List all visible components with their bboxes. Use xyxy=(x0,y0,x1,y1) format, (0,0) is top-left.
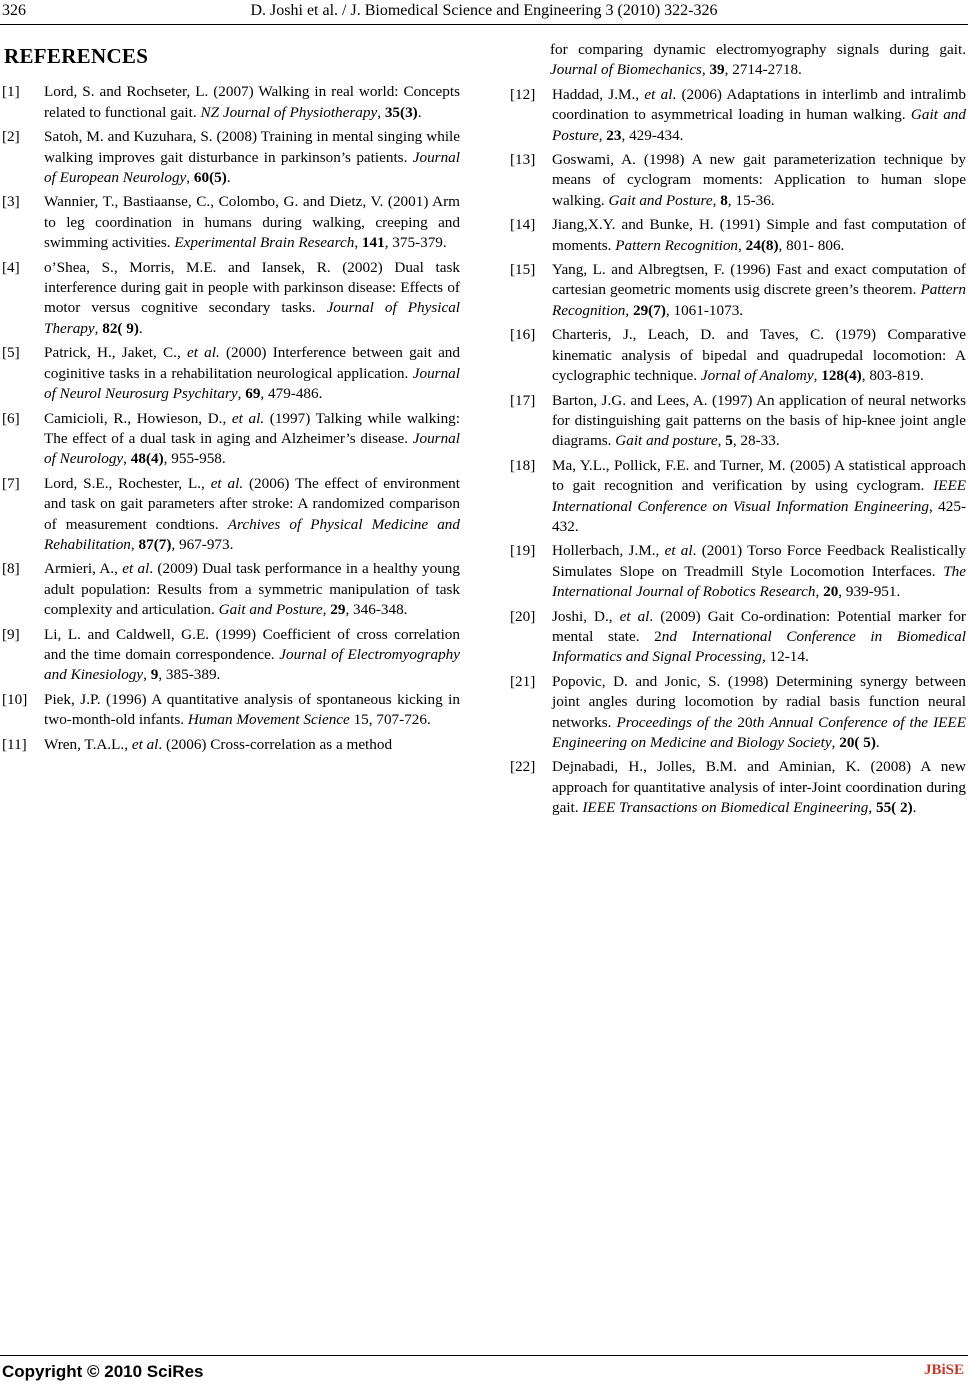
ref-number: [12] xyxy=(510,85,536,103)
ref-comma: , xyxy=(143,666,151,684)
ref-number: [13] xyxy=(510,151,536,169)
ref-pages: . xyxy=(226,169,231,187)
ref-volume: 87(7) xyxy=(138,535,172,553)
ref-comma: , xyxy=(831,734,840,751)
ref-comma: , xyxy=(237,385,246,403)
ref-et-al: et al xyxy=(664,542,693,560)
page-header xyxy=(0,0,968,32)
ref-journal: Pattern Recognition xyxy=(615,236,739,254)
ref-comma: , xyxy=(94,319,103,337)
ref-comma: , xyxy=(712,191,721,209)
ref-number: [20] xyxy=(510,607,536,625)
ref-number: [19] xyxy=(510,542,536,560)
ref-pages: , 15-36. xyxy=(727,191,775,209)
reference-item xyxy=(2,343,460,404)
ref-volume: 48(4) xyxy=(130,450,164,468)
ref-comma: , xyxy=(868,799,876,817)
ref-journal: Journal of Electromyography and Kinesiology xyxy=(44,645,461,684)
ref-title: . (2001) Torso Force Feedback Realistically Simulates Slope on Treadmill Style Locomotion Interfaces. xyxy=(552,542,966,580)
ref-journal: Pattern Recognition xyxy=(552,281,966,319)
left-column xyxy=(2,40,460,759)
ref-authors: Ma, Y.L., Pollick, F.E. and Turner, M. (2005) A statistical approach to gait recognition and verification by using cyclogram. xyxy=(552,456,966,495)
ref-pages: . xyxy=(875,734,880,751)
ref-number: [14] xyxy=(510,216,536,234)
ref-journal: Journal of European Neurology xyxy=(44,148,460,187)
ref-text: 20 xyxy=(732,713,753,731)
ref-authors: Haddad, J.M., xyxy=(552,85,645,103)
reference-item xyxy=(2,559,460,620)
ref-number: [17] xyxy=(510,391,536,409)
ref-et-al: et al. xyxy=(231,409,265,427)
ref-number: [8] xyxy=(2,560,20,578)
ref-number: [6] xyxy=(2,409,20,427)
ref-authors: Barton, J.G. and Lees, A. (1997) An application of neural networks for distinguishing gait patterns on the basis of hip-knee joint angle diagrams. xyxy=(552,391,966,450)
ref-comma: , xyxy=(377,103,385,121)
ref-number: [5] xyxy=(2,344,20,362)
ref-number: [9] xyxy=(2,625,20,643)
ref-pages: , 375-379. xyxy=(384,234,447,252)
reference-item xyxy=(510,456,966,538)
reference-item xyxy=(510,150,966,211)
ref-authors: Joshi, D., xyxy=(552,607,620,625)
ref-volume: 35(3) xyxy=(384,103,418,121)
ref-volume: 29(7) xyxy=(632,301,666,319)
ref-pages: 15, 707-726. xyxy=(349,711,431,729)
reference-item xyxy=(510,260,966,321)
ref-journal: Gait and posture xyxy=(615,432,718,450)
ref-et-al: et al xyxy=(619,607,650,625)
reference-item xyxy=(510,391,966,452)
ref-pages: , 967-973. xyxy=(171,535,234,553)
ref-authors: Piek, J.P. (1996) A quantitative analysis of spontaneous kicking in two-month-old infants. xyxy=(44,690,460,729)
ref-title: . (2006) Cross-correlation as a method xyxy=(158,735,393,753)
copyright-notice: Copyright © 2010 SciRes xyxy=(2,1362,204,1381)
ref-number: [11] xyxy=(2,735,27,753)
reference-list-right xyxy=(510,85,966,819)
ref-authors: Hollerbach, J.M., xyxy=(552,542,665,560)
ref-authors: Patrick, H., Jaket, C., xyxy=(44,344,187,362)
ref-pages: , 801- 806. xyxy=(778,236,845,254)
ref-title: . (2006) Adaptations in interlimb and intralimb coordination to asymmetrical loading in human walking. xyxy=(552,85,966,124)
ref-authors: Goswami, A. (1998) A new gait parameterization technique by means of cyclogram moments: Application to human slope walking. xyxy=(552,151,966,209)
ref-journal: nd International Conference in Biomedical Informatics and Signal Processing xyxy=(552,627,966,666)
ref-journal: Gait and Posture xyxy=(552,106,966,144)
ref-title: (1997) Talking while walking: The effect of a dual task in aging and Alzheimer’s disease. xyxy=(44,409,460,447)
reference-item xyxy=(2,409,460,470)
ref-number: [1] xyxy=(2,83,20,101)
ref-journal: NZ Journal of Physiotherapy xyxy=(200,103,378,121)
ref-number: [21] xyxy=(510,672,536,690)
ref-volume: 69 xyxy=(245,385,261,403)
ref-journal: Journal of Physical Therapy xyxy=(44,299,461,337)
ref-pages: , 1061-1073. xyxy=(665,301,744,319)
reference-item xyxy=(2,192,460,253)
ref-journal: Journal of Neurol Neurosurg Psychitary xyxy=(44,364,460,403)
ref-authors: for comparing dynamic electromyography signals during gait. xyxy=(550,41,966,58)
ref-authors: Jiang,X.Y. and Bunke, H. (1991) Simple and fast computation of moments. xyxy=(552,216,966,254)
header-rule xyxy=(0,24,968,25)
page-number: 326 xyxy=(2,2,26,19)
section-title: REFERENCES xyxy=(4,44,149,68)
ref-comma: , xyxy=(322,601,331,619)
reference-item xyxy=(2,127,460,188)
ref-pages: , 479-486. xyxy=(260,385,323,403)
ref-journal: IEEE Transactions on Biomedical Engineering xyxy=(582,799,869,817)
ref-volume: 5 xyxy=(725,432,733,450)
ref-number: [10] xyxy=(2,690,28,708)
ref-pages: . xyxy=(417,103,422,121)
ref-et-al: et al xyxy=(644,85,673,103)
reference-item xyxy=(2,690,460,731)
reference-list-left xyxy=(2,82,460,755)
right-column xyxy=(510,40,966,823)
ref-authors: Lord, S.E., Rochester, L., xyxy=(44,474,211,492)
reference-item xyxy=(2,735,460,755)
ref-authors: Armieri, A., xyxy=(44,560,123,578)
ref-journal: Journal of Neurology xyxy=(44,429,460,468)
ref-et-al: et al. xyxy=(186,344,220,362)
ref-journal: Proceedings of the xyxy=(616,713,733,731)
ref-volume: 8 xyxy=(720,191,728,209)
ref-number: [22] xyxy=(510,758,536,776)
ref-journal: Gait and Posture xyxy=(218,601,323,619)
ref-pages: , 28-33. xyxy=(732,432,780,450)
ref-pages: . xyxy=(912,799,917,817)
ref-pages: , 939-951. xyxy=(838,583,901,601)
reference-item xyxy=(2,258,460,340)
ref-authors: Yang, L. and Albregtsen, F. (1996) Fast and exact computation of cartesian geometric moments usig discrete green’s theorem. xyxy=(552,261,966,299)
ref-comma: , xyxy=(625,301,633,319)
reference-item xyxy=(510,215,966,256)
ref-title: (2000) Interference between gait and coginitive tasks in a rehabilitation neurological application. xyxy=(44,344,460,382)
ref-pages: , 12-14. xyxy=(761,648,809,666)
reference-item xyxy=(510,325,966,386)
ref-journal: Journal of Biomechanics xyxy=(550,61,702,79)
ref-pages: , 346-348. xyxy=(345,601,408,619)
ref-journal-cont: th Annual Conference of the IEEE Engineering on Medicine and Biology Society xyxy=(552,713,966,751)
ref-authors: Lord, S. and Rochseter, L. (2007) Walking in real world: Concepts related to functional gait. xyxy=(44,83,460,121)
ref-volume: 9 xyxy=(150,666,159,684)
ref-volume: 60(5) xyxy=(193,169,227,187)
reference-item xyxy=(2,474,460,556)
ref-et-al: et al. xyxy=(210,474,244,492)
ref-authors: Charteris, J., Leach, D. and Taves, C. (1979) Comparative kinematic analysis of bipedal and quadrupedal locomotion: A cyclographic technique. xyxy=(552,326,966,385)
ref-journal: Jornal of Analomy xyxy=(700,367,814,385)
ref-journal: Archives of Physical Medicine and Rehabilitation xyxy=(44,515,460,553)
ref-number: [3] xyxy=(2,193,20,211)
ref-authors: Wren, T.A.L., xyxy=(44,735,132,753)
ref-number: [4] xyxy=(2,258,20,276)
ref-pages: , 2714-2718. xyxy=(724,61,802,79)
ref-comma: , xyxy=(717,432,726,450)
reference-item xyxy=(510,85,966,146)
ref-number: [7] xyxy=(2,474,20,492)
ref-authors: o’Shea, S., Morris, M.E. and Iansek, R. (2002) Dual task interference during gait in people with parkinson disease: Effects of motor versus cognitive secondary tasks. xyxy=(44,258,460,317)
ref-et-al: et al xyxy=(131,735,159,753)
ref-pages: , 955-958. xyxy=(163,450,226,468)
reference-item xyxy=(510,541,966,602)
ref-comma: , xyxy=(701,61,710,79)
ref-title: . (2009) Dual task performance in a healthy young adult population: Results from a symmetric manipulation of task complexity and articulation. xyxy=(44,560,460,619)
ref-volume: 39 xyxy=(709,61,725,79)
ref-volume: 20( 5) xyxy=(839,734,876,751)
ref-authors: Li, L. and Caldwell, G.E. (1999) Coefficient of cross correlation and the time domain correspondence. xyxy=(44,625,460,663)
ref-title: . (2009) Gait Co-ordination: Potential marker for mental state. 2 xyxy=(552,607,966,645)
ref-authors: Dejnabadi, H., Jolles, B.M. and Aminian, K. (2008) A new approach for quantitative analysis of inter-Joint coordination during gait. xyxy=(552,758,966,817)
reference-item xyxy=(2,625,460,686)
reference-item xyxy=(510,672,966,754)
ref-comma: , xyxy=(738,236,746,254)
ref-authors: Popovic, D. and Jonic, S. (1998) Determining synergy between joint angles during locomotion by radial basis function neural networks. xyxy=(552,672,966,731)
ref-journal: Human Movement Science xyxy=(187,711,350,729)
ref-pages: , 429-434. xyxy=(621,126,684,144)
reference-item xyxy=(2,82,460,123)
ref-comma: , xyxy=(130,535,139,553)
ref-authors: Wannier, T., Bastiaanse, C., Colombo, G. and Dietz, V. (2001) Arm to leg coordination in humans during walking, creeping and swimming activities. xyxy=(44,193,460,252)
ref-pages: , 385-389. xyxy=(158,666,221,684)
ref-number: [16] xyxy=(510,326,536,344)
ref-comma: , xyxy=(354,234,362,252)
running-head: D. Joshi et al. / J. Biomedical Science and Engineering 3 (2010) 322-326 xyxy=(250,2,718,19)
journal-logo: JBiSE xyxy=(923,1362,964,1378)
ref-volume: 55( 2) xyxy=(875,799,913,817)
reference-item xyxy=(510,757,966,818)
ref-number: [2] xyxy=(2,128,20,146)
ref-comma: , xyxy=(598,126,607,144)
reference-item xyxy=(510,607,966,668)
ref-number: [18] xyxy=(510,456,536,474)
ref-volume: 24(8) xyxy=(745,236,779,254)
ref-journal: Gait and Posture xyxy=(608,191,713,209)
ref-comma: , xyxy=(186,169,194,187)
ref-journal: Experimental Brain Research xyxy=(174,234,355,252)
ref-volume: 23 xyxy=(606,126,622,144)
ref-comma: , xyxy=(815,583,824,601)
ref-journal: The International Journal of Robotics Research xyxy=(552,562,966,601)
ref-volume: 128(4) xyxy=(821,367,862,385)
ref-title: (2006) The effect of environment and task on gait parameters after stroke: A randomized comparison of measurement condtions. xyxy=(44,474,460,533)
ref-volume: 20 xyxy=(823,583,839,601)
ref-volume: 29 xyxy=(330,601,346,619)
ref-pages: . xyxy=(138,319,143,337)
ref-volume: 141 xyxy=(361,234,385,252)
ref-authors: Camicioli, R., Howieson, D., xyxy=(44,409,232,427)
reference-continuation xyxy=(550,40,966,81)
ref-et-al: et al xyxy=(122,560,150,578)
ref-pages: , 425-432. xyxy=(552,497,966,535)
ref-journal: IEEE International Conference on Visual Information Engineering xyxy=(552,477,966,515)
ref-volume: 82( 9) xyxy=(102,319,139,337)
ref-comma: , xyxy=(123,450,131,468)
ref-pages: , 803-819. xyxy=(861,367,924,385)
ref-number: [15] xyxy=(510,261,536,279)
footer-rule xyxy=(0,1355,968,1356)
ref-comma: , xyxy=(813,367,822,385)
ref-authors: Satoh, M. and Kuzuhara, S. (2008) Training in mental singing while walking improves gait disturbance in parkinson’s patients. xyxy=(44,128,460,166)
